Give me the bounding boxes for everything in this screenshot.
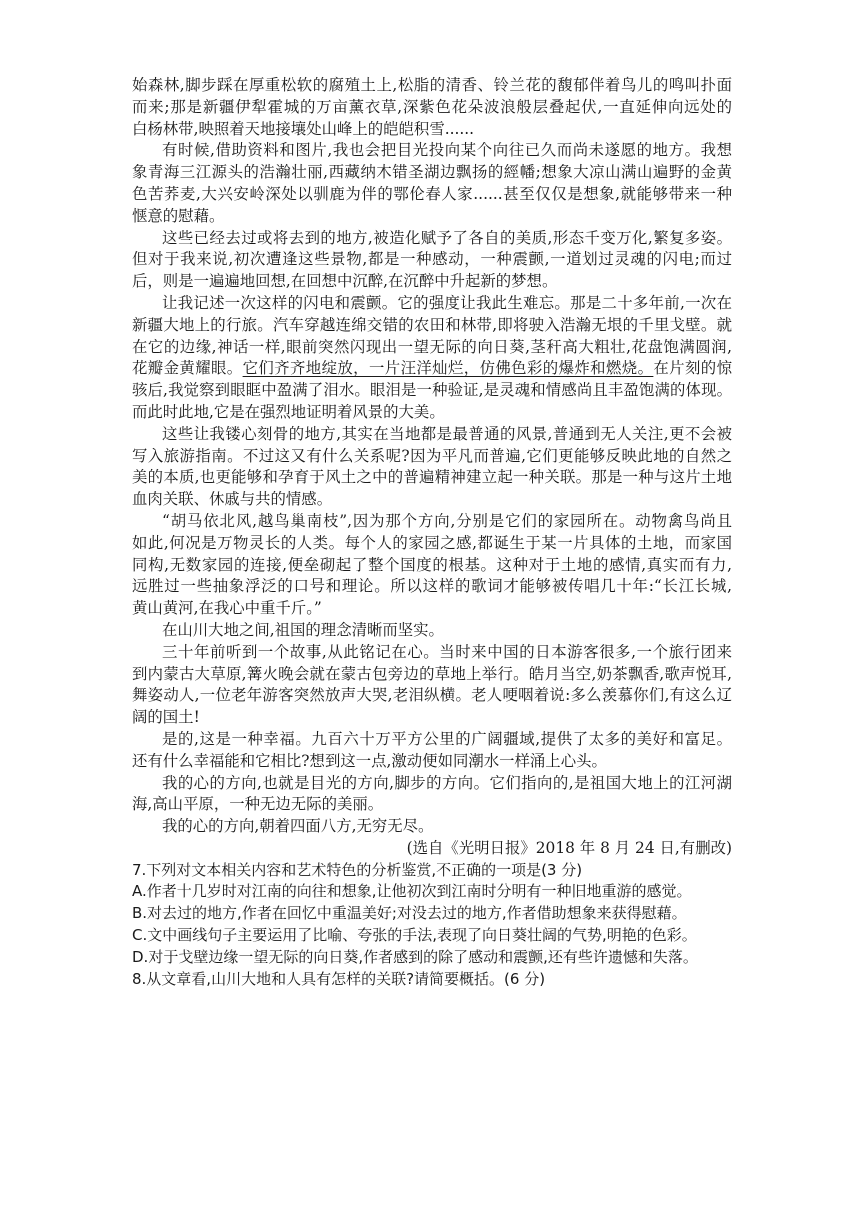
document-page: [132, 75, 732, 990]
option-d: D.对于戈壁边缘一望无际的向日葵,作者感到的除了感动和震颤,还有些许遗憾和失落。: [132, 947, 698, 966]
passage-line: 骇后,我觉察到眼眶中盈满了泪水。眼泪是一种验证,是灵魂和情感尚且丰盈饱满的体现。: [132, 381, 732, 400]
passage-line: 但对于我来说,初次遭逢这些景物,都是一种感动，一种震颤,一道划过灵魂的闪电;而过: [132, 250, 732, 269]
passage-line: 而此时此地,它是在强烈地证明着风景的大美。: [132, 402, 445, 421]
passage-line: 血肉关联、休戚与共的情感。: [132, 490, 333, 509]
passage-line: 我的心的方向,也就是目光的方向,脚步的方向。它们指向的,是祖国大地上的江河湖: [162, 773, 732, 792]
passage-line: 后，则是一遍遍地回想,在回想中沉醉,在沉醉中升起新的梦想。: [132, 272, 558, 291]
option-c: C.文中画线句子主要运用了比喻、夸张的手法,表现了向日葵壮阔的气势,明艳的色彩。: [132, 926, 697, 945]
passage-line: 这些让我镂心刻骨的地方,其实在当地都是最普通的风景,普通到无人关注,更不会被: [162, 424, 732, 443]
passage-line: 我的心的方向,朝着四面八方,无穷无尽。: [162, 817, 434, 836]
passage-line: 色苦荞麦,大兴安岭深处以驯鹿为伴的鄂伦春人家......甚至仅仅是想象,就能够带来一种: [132, 184, 732, 203]
passage-line: 写入旅游指南。不过这又有什么关系呢?因为平凡而普遍,它们更能够反映此地的自然之: [132, 446, 732, 465]
passage-line: 让我记述一次这样的闪电和震颤。它的强度让我此生难忘。那是二十多年前,一次在: [162, 293, 732, 312]
option-a: A.作者十几岁时对江南的向往和想象,让他初次到江南时分明有一种旧地重游的感觉。: [132, 882, 692, 901]
passage-line: 黄山黄河,在我心中重千斤。”: [132, 599, 322, 618]
option-b: B.对去过的地方,作者在回忆中重温美好;对没去过的地方,作者借助想象来获得慰藉。: [132, 904, 687, 923]
passage-line: 而来;那是新疆伊犁霍城的万亩薰衣草,深紫色花朵波浪般层叠起伏,一直延伸向远处的: [132, 97, 732, 116]
passage-line: 在山川大地之间,祖国的理念清晰而坚实。: [162, 620, 444, 639]
passage-line: 远胜过一些抽象浮泛的口号和理论。所以这样的歌词才能够被传唱几十年:“长江长城,: [132, 577, 732, 596]
passage-line: 新疆大地上的行旅。汽车穿越连绵交错的农田和林带,即将驶入浩瀚无垠的千里戈壁。就: [132, 315, 732, 334]
passage-line: 舞姿动人,一位老年游客突然放声大哭,老泪纵横。老人哽咽着说:多么羡慕你们,有这么辽: [132, 686, 732, 705]
passage-line: 始森林,脚步踩在厚重松软的腐殖土上,松脂的清香、铃兰花的馥郁伴着鸟儿的鸣叫扑面: [132, 76, 732, 94]
passage-line: 有时候,借助资料和图片,我也会把目光投向某个向往已久而尚未遂愿的地方。我想: [162, 141, 732, 160]
underlined-sentence: 它们齐齐地绽放，一片汪洋灿烂，仿佛色彩的爆炸和燃烧。: [242, 359, 654, 378]
passage-line: 象青海三江源头的浩瀚壮丽,西藏纳木错圣湖边飘扬的經幡;想象大凉山满山遍野的金黄: [132, 163, 732, 182]
passage-line: 白杨林带,映照着天地接壤处山峰上的皑皑积雪......: [132, 119, 475, 138]
passage-line: 如此,何况是万物灵长的人类。每个人的家园之感,都诞生于某一片具体的土地，而家国: [132, 533, 732, 552]
passage-line: 这些已经去过或将去到的地方,被造化赋予了各自的美质,形态千变万化,繁复多姿。: [162, 228, 732, 247]
question-8: 8.从文章看,山川大地和人具有怎样的关联?请简要概括。(6 分): [132, 969, 546, 988]
passage-line: 还有什么幸福能和它相比?想到这一点,激动便如同潮水一样涌上心头。: [132, 751, 607, 770]
passage-line: 阔的国土!: [132, 708, 200, 727]
passage-line-underlined: [132, 358, 732, 380]
line-text: 花瓣金黄耀眼。: [132, 359, 243, 378]
passage-line: 同构,无数家园的连接,便垒砌起了整个国度的根基。这种对于土地的感情,真实而有力,: [132, 555, 732, 574]
source-citation: (选自《光明日报》2018 年 8 月 24 日,有删改): [406, 838, 732, 857]
passage-line: 三十年前听到一个故事,从此铭记在心。当时来中国的日本游客很多,一个旅行团来: [162, 642, 732, 661]
passage-line: 美的本质,也更能够和孕育于风土之中的普遍精神建立起一种关联。那是一种与这片土地: [132, 468, 732, 487]
passage-line: 是的,这是一种幸福。九百六十万平方公里的广阔疆域,提供了太多的美好和富足。: [162, 729, 732, 748]
passage-line: 惬意的慰藉。: [132, 206, 225, 225]
question-7: 7.下列对文本相关内容和艺术特色的分析鉴赏,不正确的一项是(3 分): [132, 860, 583, 879]
line-text: 在片刻的惊: [653, 359, 732, 378]
passage-line: 到内蒙古大草原,篝火晚会就在蒙古包旁边的草地上举行。皓月当空,奶茶飘香,歌声悦耳,: [132, 664, 732, 683]
passage-line: 在它的边缘,神话一样,眼前突然闪现出一望无际的向日葵,茎秆高大粗壮,花盘饱满圆润,: [132, 337, 732, 356]
passage-line: “胡马依北风,越鸟巢南枝”,因为那个方向,分别是它们的家园所在。动物禽鸟尚且: [162, 511, 732, 530]
passage-line: 海,高山平原，一种无边无际的美丽。: [132, 795, 384, 814]
